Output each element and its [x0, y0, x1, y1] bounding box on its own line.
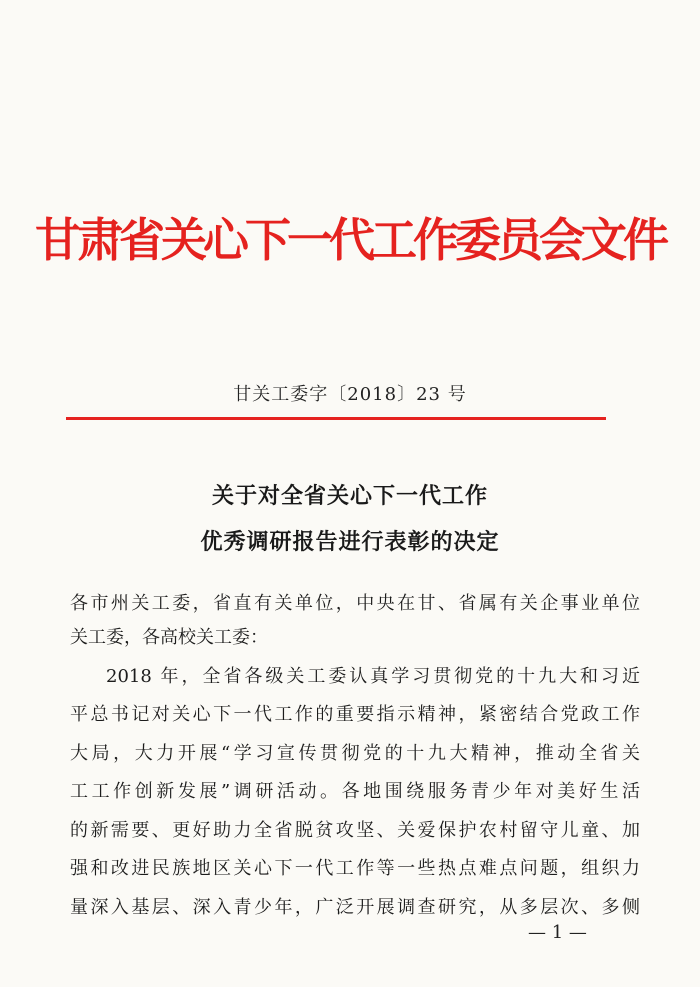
recipients-line-1: 各市州关工委，省直有关单位，中央在甘、省属有关企事业单位	[70, 593, 640, 614]
document-title-line-2: 优秀调研报告进行表彰的决定	[200, 529, 500, 555]
recipients-line-2: 关工委，各高校关工委：	[70, 627, 268, 648]
body-text-line: 工工作创新发展”调研活动。各地围绕服务青少年对美好生活	[70, 781, 640, 802]
red-divider-rule	[66, 417, 606, 420]
body-text-line: 大局，大力开展“学习宣传贯彻党的十九大精神，推动全省关	[70, 743, 640, 764]
body-text-line: 平总书记对关心下一代工作的重要指示精神，紧密结合党政工作	[70, 704, 640, 725]
body-text-line: 的新需要、更好助力全省脱贫攻坚、关爱保护农村留守儿童、加	[70, 820, 640, 841]
body-text-line: 2018 年，全省各级关工委认真学习贯彻党的十九大和习近	[106, 666, 640, 687]
document-title-line-1: 关于对全省关心下一代工作	[211, 483, 488, 509]
body-text-line: 强和改进民族地区关心下一代工作等一些热点难点问题，组织力	[70, 858, 640, 879]
body-text-line: 量深入基层、深入青少年，广泛开展调查研究，从多层次、多侧	[70, 897, 640, 918]
page-number: — 1 —	[528, 922, 587, 943]
document-number: 甘关工委字〔2018〕23 号	[233, 384, 467, 405]
agency-header-title: 甘肃省关心下一代工作委员会文件	[35, 213, 665, 267]
